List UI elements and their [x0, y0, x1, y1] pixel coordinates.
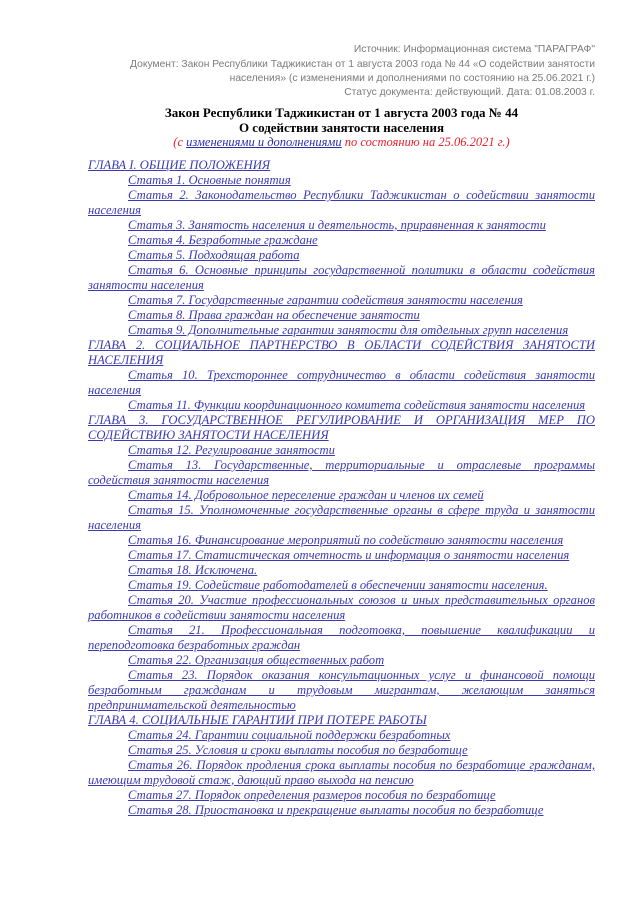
toc-article-link[interactable]: Статья 5. Подходящая работа	[128, 248, 300, 262]
title-line-2: О содействии занятости населения	[238, 119, 445, 135]
document-title	[88, 106, 595, 135]
table-of-contents	[88, 158, 595, 818]
toc-article-link[interactable]: Статья 6. Основные принципы государственной политики в области содействия занятости населения	[88, 263, 595, 292]
toc-article-link[interactable]: Статья 28. Приостановка и прекращение выплаты пособия по безработице	[128, 803, 544, 817]
toc-article-link[interactable]: Статья 2. Законодательство Республики Таджикистан о содействии занятости населения	[88, 188, 595, 217]
revision-rest: по состоянию на 25.06.2021 г.)	[341, 135, 510, 149]
toc-article-link[interactable]: Статья 16. Финансирование мероприятий по содействию занятости населения	[128, 533, 564, 547]
document-line: Документ: Закон Республики Таджикистан от 1 августа 2003 года № 44 «О содействии занятости населения» (с изменениями и дополнениями по состоянию на 25.06.2021 г.)	[130, 59, 595, 84]
toc-article-link[interactable]: Статья 17. Статистическая отчетность и информация о занятости населения	[128, 548, 570, 562]
toc-article-link[interactable]: Статья 4. Безработные граждане	[128, 233, 318, 247]
toc-article-link[interactable]: Статья 12. Регулирование занятости	[128, 443, 335, 457]
toc-article-link[interactable]: Статья 11. Функции координационного комитета содействия занятости населения	[128, 398, 586, 412]
toc-article-link[interactable]: Статья 19. Содействие работодателей в обеспечении занятости населения.	[128, 578, 548, 592]
toc-article-link[interactable]: Статья 9. Дополнительные гарантии занятости для отдельных групп населения	[128, 323, 569, 337]
toc-article-link[interactable]: Статья 27. Порядок определения размеров пособия по безработице	[128, 788, 496, 802]
toc-article-link[interactable]: Статья 18. Исключена.	[128, 563, 258, 577]
toc-article-link[interactable]: Статья 21. Профессиональная подготовка, повышение квалификации и переподготовка безработных граждан	[88, 623, 595, 652]
toc-article-link[interactable]: Статья 7. Государственные гарантии содействия занятости населения	[128, 293, 523, 307]
toc-article-link[interactable]: Статья 20. Участие профессиональных союзов и иных представительных органов работников в содействии занятости населения	[88, 593, 595, 622]
toc-article-link[interactable]: Статья 15. Уполномоченные государственные органы в сфере труда и занятости населения	[88, 503, 595, 532]
toc-article-link[interactable]: Статья 25. Условия и сроки выплаты пособия по безработице	[128, 743, 468, 757]
toc-chapter-link[interactable]: ГЛАВА 2. СОЦИАЛЬНОЕ ПАРТНЕРСТВО В ОБЛАСТИ СОДЕЙСТВИЯ ЗАНЯТОСТИ НАСЕЛЕНИЯ	[88, 338, 595, 367]
toc-article-link[interactable]: Статья 22. Организация общественных работ	[128, 653, 385, 667]
toc-article-link[interactable]: Статья 24. Гарантии социальной поддержки безработных	[128, 728, 451, 742]
toc-article-link[interactable]: Статья 10. Трехстороннее сотрудничество в области содействия занятости населения	[88, 368, 595, 397]
toc-article-link[interactable]: Статья 13. Государственные, территориальные и отраслевые программы содействия занятости населения	[88, 458, 595, 487]
toc-article-link[interactable]: Статья 1. Основные понятия	[128, 173, 291, 187]
revision-note	[88, 135, 595, 150]
toc-article-link[interactable]: Статья 8. Права граждан на обеспечение занятости	[128, 308, 420, 322]
source-line: Источник: Информационная система "ПАРАГРАФ"	[353, 44, 595, 55]
toc-article-link[interactable]: Статья 3. Занятость населения и деятельность, приравненная к занятости	[128, 218, 546, 232]
title-line-1: Закон Республики Таджикистан от 1 августа 2003 года № 44	[164, 105, 519, 120]
toc-chapter-link[interactable]: ГЛАВА 3. ГОСУДАРСТВЕННОЕ РЕГУЛИРОВАНИЕ И ОРГАНИЗАЦИЯ МЕР ПО СОДЕЙСТВИЮ ЗАНЯТОСТИ НАСЕЛЕНИЯ	[88, 413, 595, 442]
toc-article-link[interactable]: Статья 14. Добровольное переселение граждан и членов их семей	[128, 488, 484, 502]
amendments-link[interactable]: изменениями и дополнениями	[186, 135, 342, 149]
toc-article-link[interactable]: Статья 23. Порядок оказания консультационных услуг и финансовой помощи безработным гражданам и трудовым мигрантам, желающим заняться предпринимательской деятельностью	[88, 668, 595, 712]
toc-article-link[interactable]: Статья 26. Порядок продления срока выплаты пособия по безработице гражданам, имеющим трудовой стаж, дающий право выхода на пенсию	[88, 758, 595, 787]
status-line: Статус документа: действующий. Дата: 01.08.2003 г.	[344, 87, 595, 98]
toc-chapter-link[interactable]: ГЛАВА I. ОБЩИЕ ПОЛОЖЕНИЯ	[88, 158, 271, 172]
revision-open: (с	[173, 135, 187, 149]
toc-chapter-link[interactable]: ГЛАВА 4. СОЦИАЛЬНЫЕ ГАРАНТИИ ПРИ ПОТЕРЕ РАБОТЫ	[88, 713, 427, 727]
